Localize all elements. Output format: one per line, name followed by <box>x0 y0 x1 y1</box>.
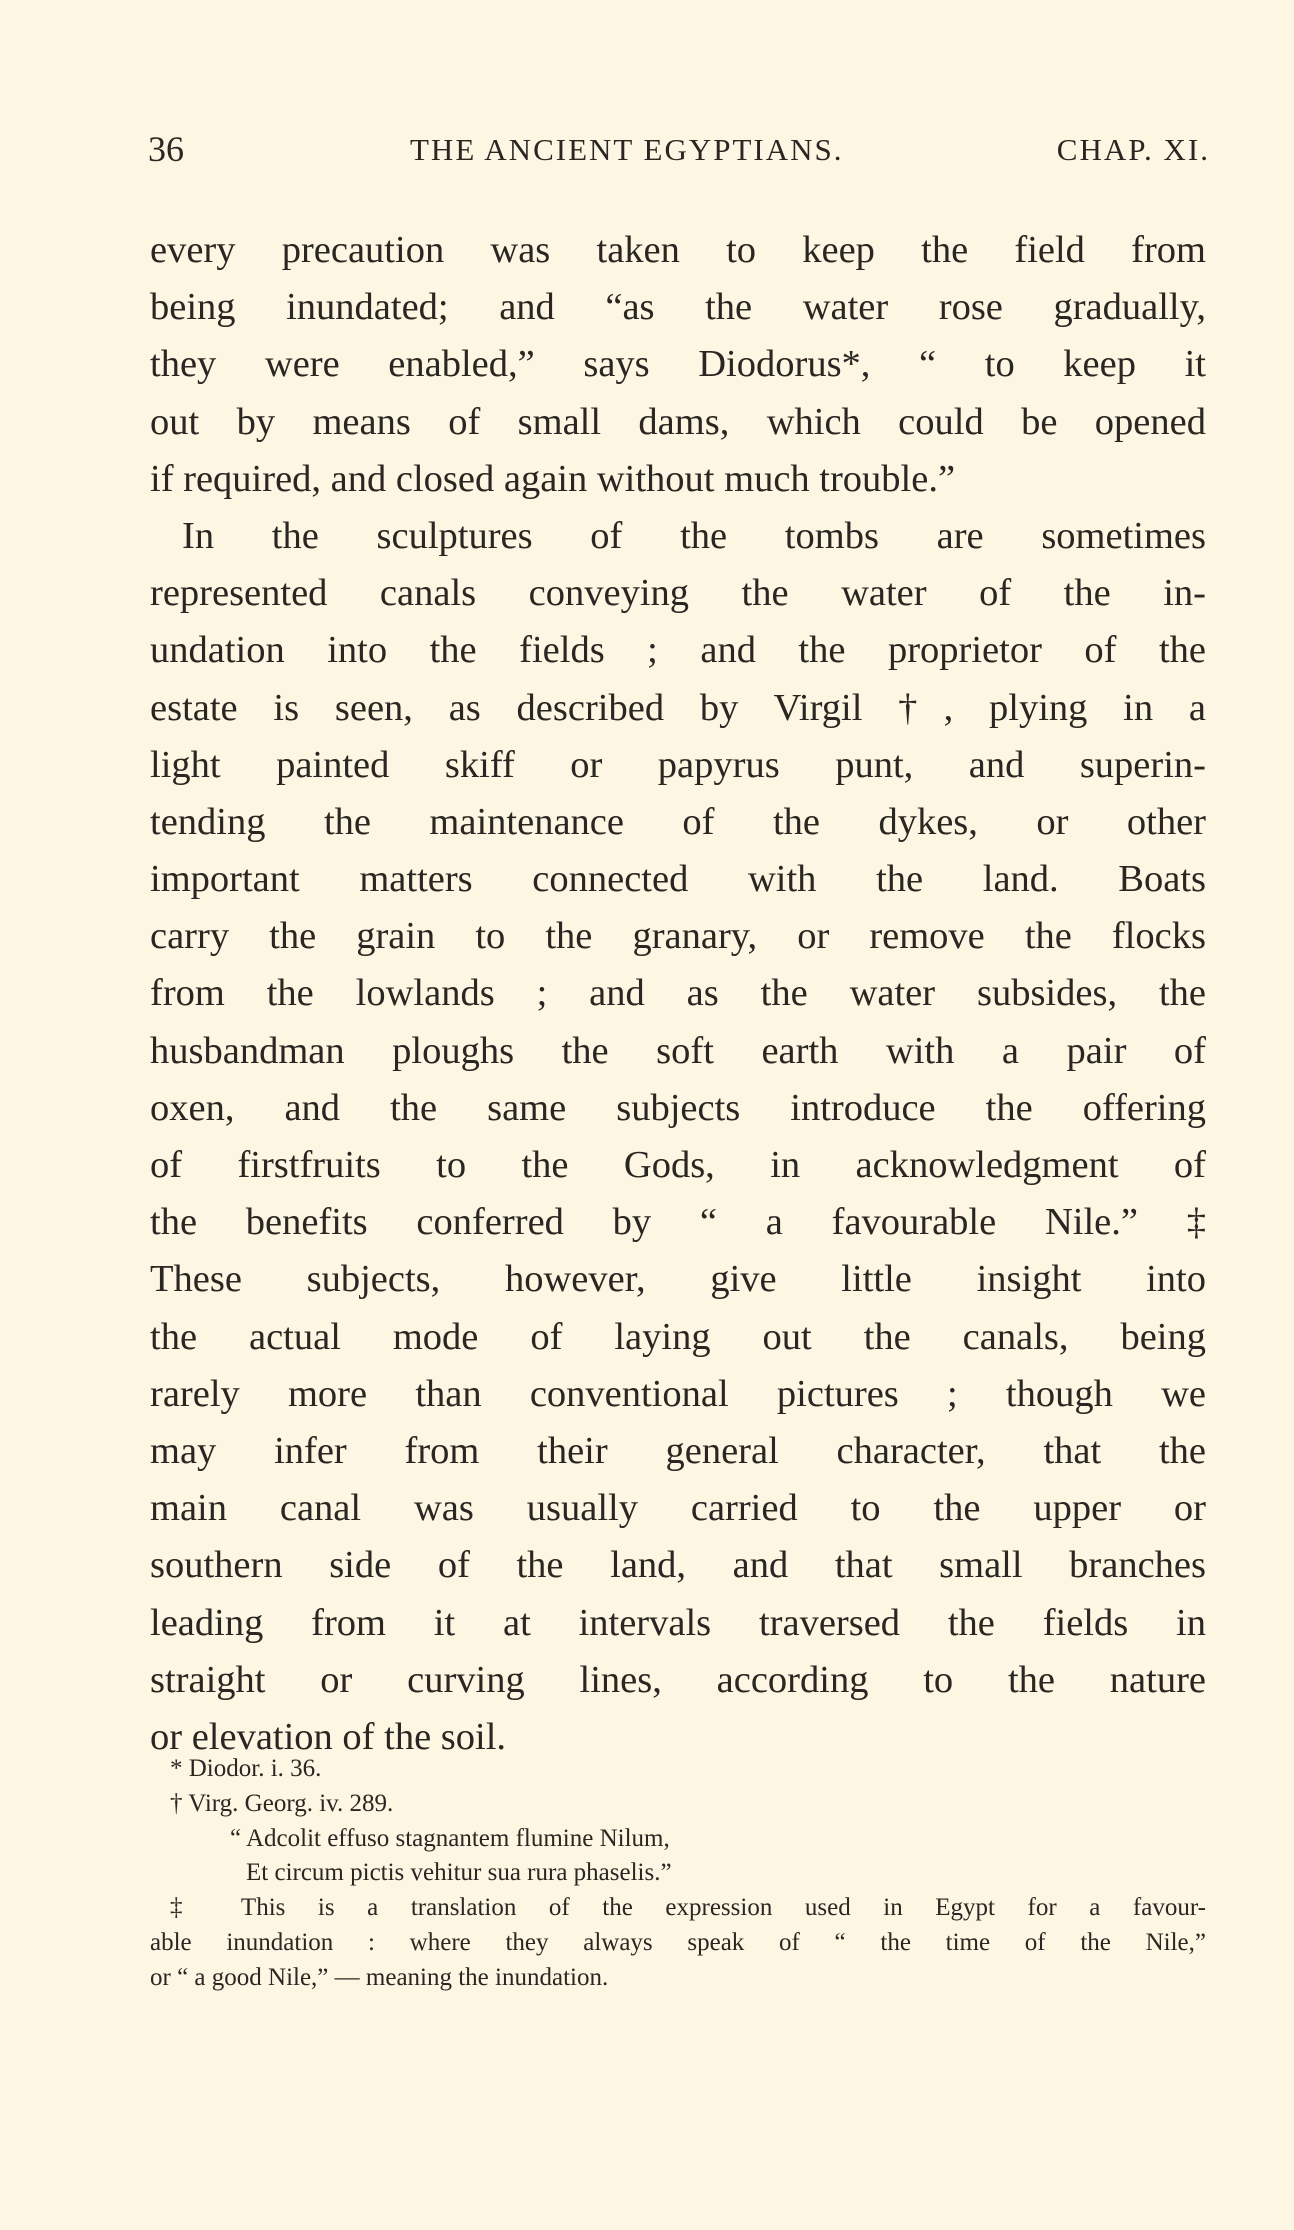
text-line: from the lowlands ; and as the water subsides, the <box>150 972 1206 1015</box>
text-line: leading from it at intervals traversed the fields in <box>150 1601 1206 1644</box>
footnote: † Virg. Georg. iv. 289. <box>170 1789 394 1817</box>
text-line: carry the grain to the granary, or remove the flocks <box>150 915 1206 958</box>
text-line: In the sculptures of the tombs are sometimes <box>182 514 1206 557</box>
text-line: of firstfruits to the Gods, in acknowledgment of <box>150 1144 1206 1186</box>
text-line: light painted skiff or papyrus punt, and superin- <box>150 743 1206 786</box>
page-number: 36 <box>148 129 184 169</box>
text-line: they were enabled,” says Diodorus*, “ to keep it <box>150 343 1206 386</box>
text-line: estate is seen, as described by Virgil †, plying in a <box>150 686 1206 729</box>
text-line: main canal was usually carried to the upper or <box>150 1487 1206 1530</box>
text-line: if required, and closed again without much trouble.” <box>150 457 956 500</box>
text-line: oxen, and the same subjects introduce the offering <box>150 1086 1206 1129</box>
text-line: rarely more than conventional pictures ; though we <box>150 1372 1206 1415</box>
footnote: * Diodor. i. 36. <box>170 1755 322 1782</box>
text-line: straight or curving lines, according to the nature <box>150 1658 1206 1701</box>
text-line: tending the maintenance of the dykes, or other <box>150 800 1206 843</box>
chapter-label: CHAP. XI. <box>1056 132 1210 167</box>
footnote: or “ a good Nile,” — meaning the inundation. <box>150 1963 609 1991</box>
footnote: able inundation : where they always speak of “ the time of the Nile,” <box>150 1928 1206 1956</box>
text-line: every precaution was taken to keep the field from <box>150 229 1206 271</box>
footnote-quote: Et circum pictis vehitur sua rura phaselis.” <box>246 1859 672 1887</box>
page-header <box>148 128 1210 178</box>
text-line: or elevation of the soil. <box>150 1715 507 1758</box>
text-line: being inundated; and “as the water rose gradually, <box>150 286 1206 329</box>
text-line: These subjects, however, give little insight into <box>150 1258 1206 1301</box>
text-line: undation into the fields ; and the proprietor of the <box>150 629 1206 672</box>
body-text <box>150 222 1206 1766</box>
footnotes <box>150 1752 1206 1996</box>
text-line: the actual mode of laying out the canals, being <box>150 1315 1206 1358</box>
text-line: the benefits conferred by “ a favourable Nile.” ‡ <box>150 1201 1206 1244</box>
footnote: ‡ This is a translation of the expression used in Egypt for a favour- <box>170 1894 1206 1922</box>
text-line: important matters connected with the land. Boats <box>150 858 1206 901</box>
footnote-quote: “ Adcolit effuso stagnantem flumine Nilum, <box>230 1824 670 1852</box>
text-line: represented canals conveying the water of the in- <box>150 572 1206 615</box>
running-title: THE ANCIENT EGYPTIANS. <box>410 132 844 167</box>
text-line: out by means of small dams, which could be opened <box>150 400 1206 443</box>
text-line: husbandman ploughs the soft earth with a pair of <box>150 1029 1206 1072</box>
text-line: may infer from their general character, that the <box>150 1429 1206 1472</box>
text-line: southern side of the land, and that small branches <box>150 1544 1206 1587</box>
